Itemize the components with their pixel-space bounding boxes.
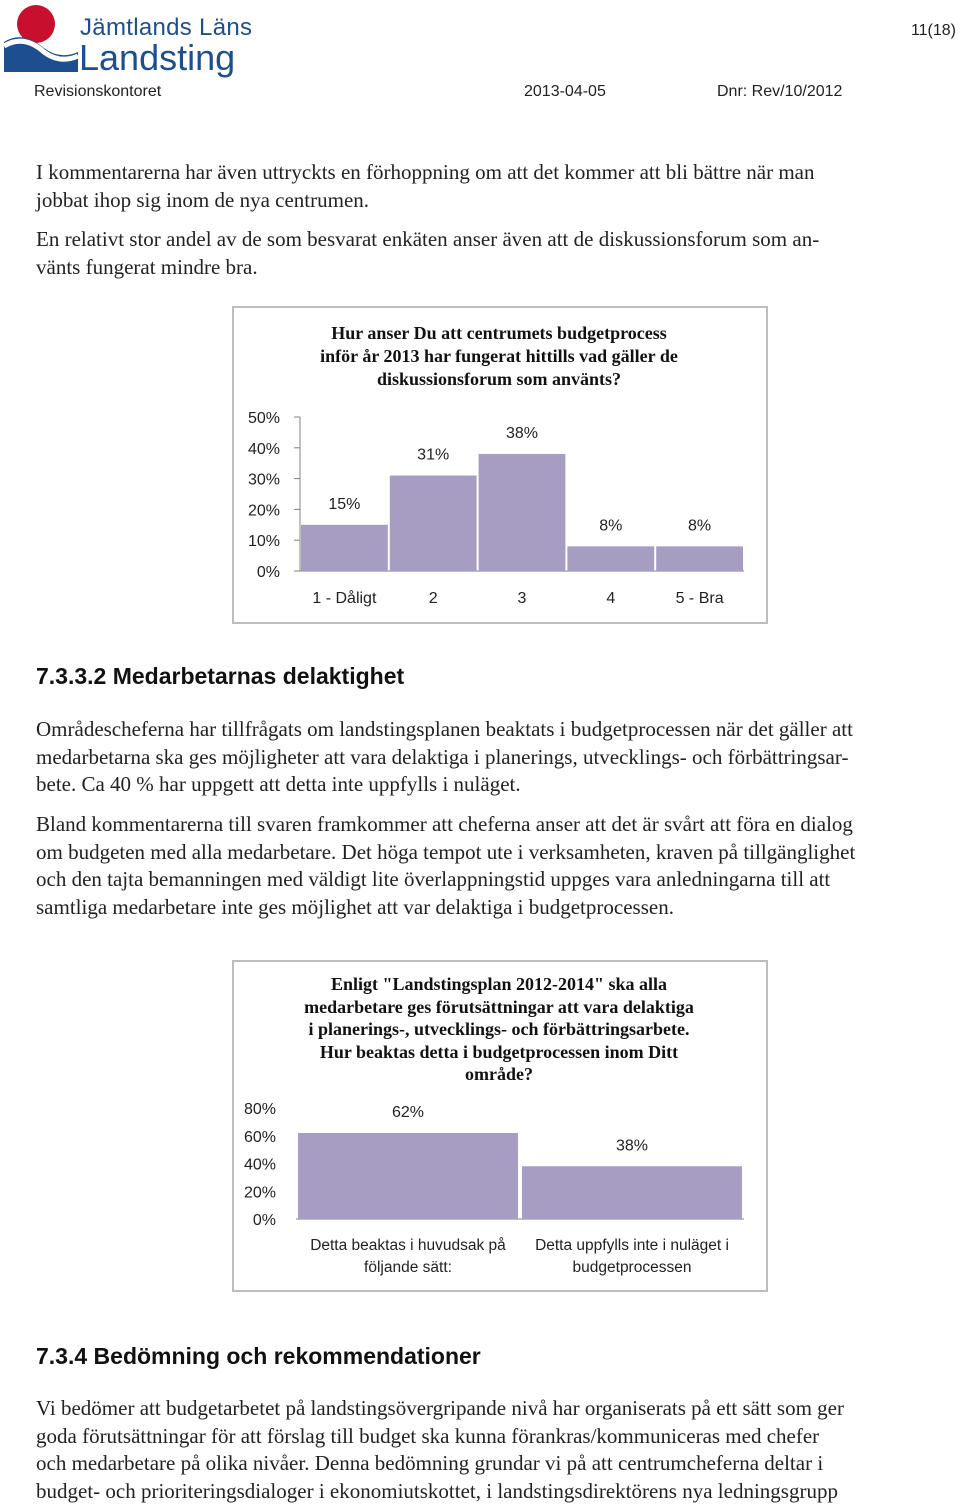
data-label: 8% <box>599 517 623 535</box>
paragraph: Bland kommentarerna till svaren framkommer att cheferna anser att det är svårt att föra en dialog om budgeten med alla medarbetare. Det höga tempot ute i verksamheten, kraven på tillgänglighet och den tajta bemanningen med väldigt lite överlappningstid uppges vara anledningarna till att samtliga medarbetare inte ges möjlighet att var delaktiga i budgetprocessen. <box>36 812 856 919</box>
section-heading: 7.3.3.2 Medarbetarnas delaktighet <box>36 663 405 689</box>
y-tick-label: 30% <box>247 471 280 489</box>
data-label: 15% <box>328 495 361 513</box>
paragraph: Vi bedömer att budgetarbetet på landstingsövergripande nivå har organiserats på ett sätt som ger goda förutsättningar för att förslag till budget ska kunna förankras/kommuniceras med chefer och medarbetare på olika nivåer. Denna bedömning grundar vi på att centrumcheferna deltar i budget- och prioriteringsdialoger i ekonomiutskottet, i landstingsdirektörens nya ledningsgrupp <box>36 1396 844 1503</box>
chart-title-line: Enligt "Landstingsplan 2012-2014" ska alla <box>330 974 668 994</box>
y-tick-label: 80% <box>243 1101 276 1118</box>
data-label: 38% <box>615 1137 649 1155</box>
data-label: 8% <box>688 517 712 535</box>
y-tick-label: 50% <box>247 410 280 427</box>
chart-title-line: inför år 2013 har fungerat hittills vad gäller de <box>320 346 678 366</box>
x-tick-label: 1 - Dåligt <box>312 590 377 607</box>
y-tick-label: 40% <box>247 440 280 458</box>
chart-title-line: Hur beaktas detta i budgetprocessen inom Ditt <box>319 1041 679 1062</box>
data-label: 62% <box>391 1103 425 1121</box>
x-tick-label: 3 <box>517 590 527 607</box>
x-tick-label: följande sätt: <box>364 1259 452 1276</box>
y-tick-label: 20% <box>243 1184 276 1202</box>
chart-title-line: område? <box>465 1064 533 1084</box>
y-tick-label: 0% <box>256 564 280 581</box>
data-label: 38% <box>505 424 539 442</box>
header <box>0 0 960 110</box>
paragraph: En relativt stor andel av de som besvarat enkäten anser även att de diskussionsforum som an- vänts fungerat mindre bra. <box>36 227 820 279</box>
section-heading: 7.3.4 Bedömning och rekommendationer <box>36 1343 481 1369</box>
y-tick-label: 40% <box>243 1156 276 1174</box>
chart-title-line: Hur anser Du att centrumets budgetprocess <box>331 323 667 343</box>
y-tick-label: 60% <box>243 1128 276 1146</box>
chart-title <box>236 322 762 391</box>
chart-title-line: medarbetare ges förutsättningar att vara delaktiga <box>304 996 694 1017</box>
paragraph: Områdescheferna har tillfrågats om landstingsplanen beaktats i budgetprocessen när det gäller att medarbetarna ska ges möjligheter att vara delaktiga i planerings, utvecklings- och förbättringsar- bete. Ca 40 % har uppgett att detta inte uppfylls i nuläget. <box>36 717 853 796</box>
org-name-line2: Landsting <box>79 37 236 78</box>
x-tick-label: 5 - Bra <box>675 590 724 607</box>
y-tick-label: 10% <box>247 533 280 551</box>
chart-title-line: i planerings-, utvecklings- och förbättringsarbete. <box>308 1019 690 1039</box>
x-tick-label: Detta beaktas i huvudsak på <box>310 1237 506 1254</box>
page-number: 11(18) <box>910 22 956 39</box>
chart-title <box>236 973 762 1086</box>
y-tick-label: 0% <box>252 1212 276 1229</box>
org-name-line1: Jämtlands Läns <box>80 14 253 41</box>
department-label: Revisionskontoret <box>34 83 162 100</box>
chart-title-line: diskussionsforum som använts? <box>376 369 622 389</box>
landsting-logo-icon <box>2 2 82 78</box>
y-tick-label: 20% <box>247 502 280 520</box>
x-tick-label: Detta uppfylls inte i nuläget i <box>535 1237 729 1254</box>
x-tick-label: budgetprocessen <box>572 1259 692 1276</box>
document-date: 2013-04-05 <box>524 83 606 100</box>
x-tick-label: 2 <box>428 590 438 607</box>
document-reference: Dnr: Rev/10/2012 <box>717 83 843 100</box>
paragraph: I kommentarerna har även uttryckts en förhoppning om att det kommer att bli bättre när man jobbat ihop sig inom de nya centrumen. <box>36 160 815 212</box>
data-label: 31% <box>417 446 450 464</box>
x-tick-label: 4 <box>606 590 616 607</box>
